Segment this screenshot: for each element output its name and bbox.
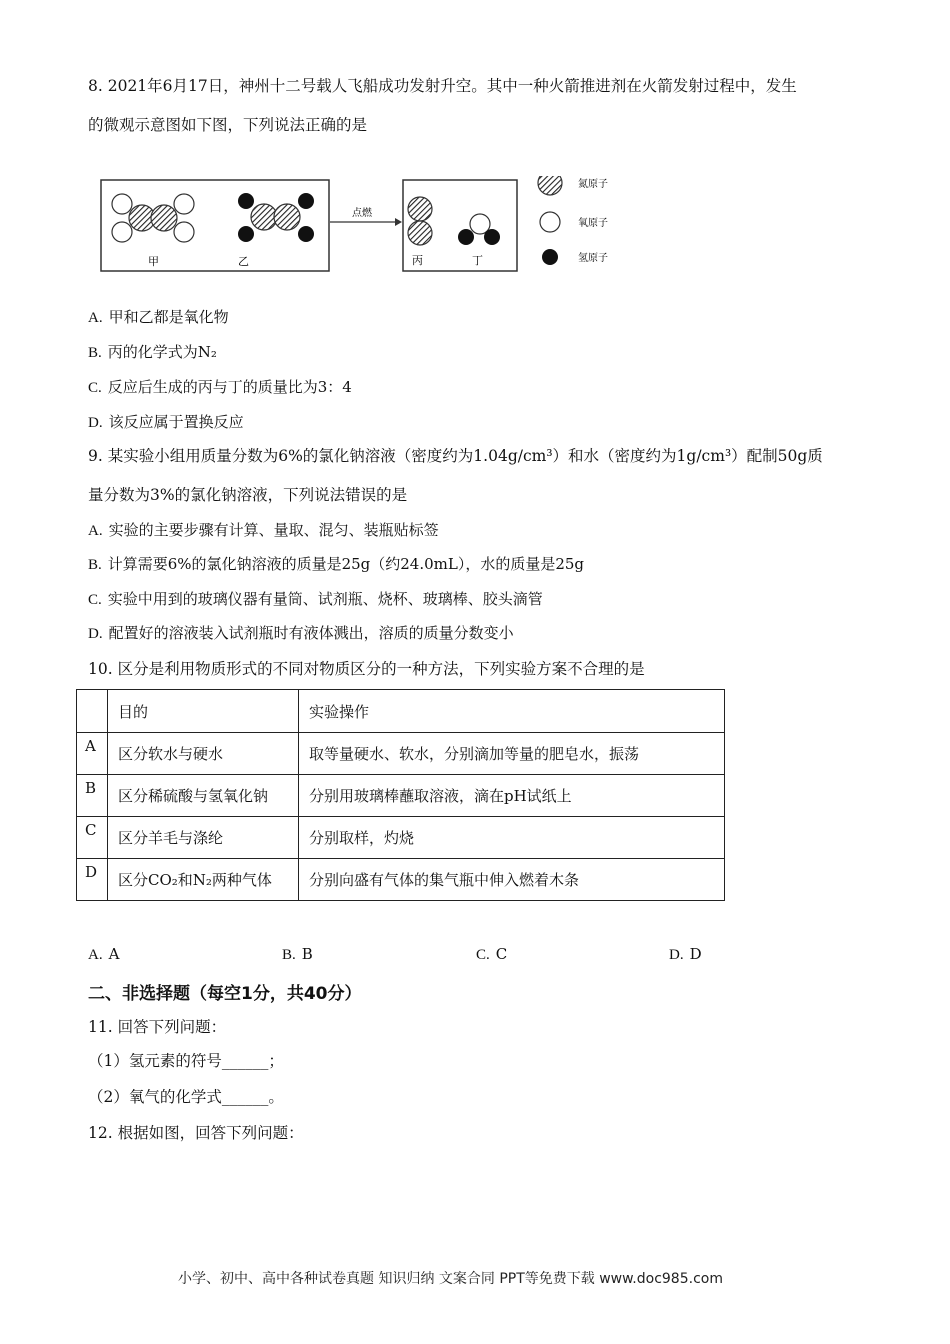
q9-option-b: B. 计算需要6%的氯化钠溶液的质量是25g（约24.0mL），水的质量是25g xyxy=(88,555,585,573)
molecule-ding xyxy=(458,214,500,245)
q9-option-d: D. 配置好的溶液装入试剂瓶时有液体溅出，溶质的质量分数变小 xyxy=(88,624,514,642)
row-goal: 区分CO₂和N₂两种气体 xyxy=(108,859,299,901)
table-header-cell: 目的 xyxy=(108,690,299,733)
row-operation: 分别用玻璃棒蘸取溶液，滴在pH试纸上 xyxy=(299,775,725,817)
q8-option-c: C. 反应后生成的丙与丁的质量比为3：4 xyxy=(88,378,352,396)
q11-part1: （1）氢元素的符号______； xyxy=(88,1052,284,1070)
label-yi: 乙 xyxy=(238,255,249,268)
legend-oxygen-swatch xyxy=(540,212,560,232)
row-goal: 区分稀硫酸与氢氧化钠 xyxy=(108,775,299,817)
q11-part2: （2）氧气的化学式______。 xyxy=(88,1088,284,1106)
table-header-cell xyxy=(77,690,108,733)
row-operation: 分别取样，灼烧 xyxy=(299,817,725,859)
label-jia: 甲 xyxy=(148,255,159,268)
q9-stem-line1: 9. 某实验小组用质量分数为6%的氯化钠溶液（密度约为1.04g/cm³）和水（密度约为1g/cm³）配制50g质 xyxy=(88,447,823,465)
q9-option-a: A. 实验的主要步骤有计算、量取、混匀、装瓶贴标签 xyxy=(88,521,439,539)
row-key: C xyxy=(85,820,97,839)
section-heading: 二、非选择题（每空1分，共40分） xyxy=(88,984,362,1004)
legend-oxygen-label: 氧原子 xyxy=(578,218,608,229)
table-row xyxy=(77,775,725,817)
row-key: A xyxy=(85,736,96,755)
q8-stem-line1: 8. 2021年6月17日，神州十二号载人飞船成功发射升空。其中一种火箭推进剂在火箭发射过程中，发生 xyxy=(88,77,797,95)
table-header-cell: 实验操作 xyxy=(299,690,725,733)
molecule-yi xyxy=(238,193,314,242)
legend xyxy=(538,176,608,265)
table-row xyxy=(77,817,725,859)
table-row xyxy=(77,859,725,901)
legend-nitrogen-swatch xyxy=(538,176,562,195)
arrow-label: 点燃 xyxy=(352,208,372,219)
legend-hydrogen-label: 氢原子 xyxy=(578,253,608,264)
reaction-diagram xyxy=(100,176,620,276)
row-key: D xyxy=(85,862,98,881)
q10-stem: 10. 区分是利用物质形式的不同对物质区分的一种方法，下列实验方案不合理的是 xyxy=(88,660,645,678)
legend-nitrogen-label: 氮原子 xyxy=(578,179,608,190)
q8-stem-line2: 的微观示意图如下图，下列说法正确的是 xyxy=(88,116,368,134)
q8-option-a: A. 甲和乙都是氧化物 xyxy=(88,308,229,326)
row-key: B xyxy=(85,778,97,797)
q12-stem: 12. 根据如图，回答下列问题： xyxy=(88,1124,304,1142)
q10-answer-d: D. D xyxy=(669,945,702,963)
row-operation: 分别向盛有气体的集气瓶中伸入燃着木条 xyxy=(299,859,725,901)
table-row xyxy=(77,733,725,775)
label-ding: 丁 xyxy=(472,254,483,267)
q9-stem-line2: 量分数为3%的氯化钠溶液，下列说法错误的是 xyxy=(88,486,408,504)
molecule-jia xyxy=(112,194,194,242)
row-goal: 区分羊毛与涤纶 xyxy=(108,817,299,859)
q11-stem: 11. 回答下列问题： xyxy=(88,1018,227,1036)
molecule-bing xyxy=(408,197,432,245)
legend-hydrogen-swatch xyxy=(542,249,558,265)
q8-option-d: D. 该反应属于置换反应 xyxy=(88,413,244,431)
label-bing: 丙 xyxy=(412,254,423,267)
q10-answer-b: B. B xyxy=(282,945,313,963)
row-goal: 区分软水与硬水 xyxy=(108,733,299,775)
q8-option-b: B. 丙的化学式为N₂ xyxy=(88,343,217,361)
row-operation: 取等量硬水、软水，分别滴加等量的肥皂水，振荡 xyxy=(299,733,725,775)
q10-answer-a: A. A xyxy=(88,945,120,963)
q10-answer-c: C. C xyxy=(476,945,508,963)
q10-table xyxy=(76,689,725,901)
q9-option-c: C. 实验中用到的玻璃仪器有量筒、试剂瓶、烧杯、玻璃棒、胶头滴管 xyxy=(88,590,543,608)
table-header-row xyxy=(77,690,725,733)
page-footer: 小学、初中、高中各种试卷真题 知识归纳 文案合同 PPT等免费下载 www.doc985.com xyxy=(178,1271,723,1287)
